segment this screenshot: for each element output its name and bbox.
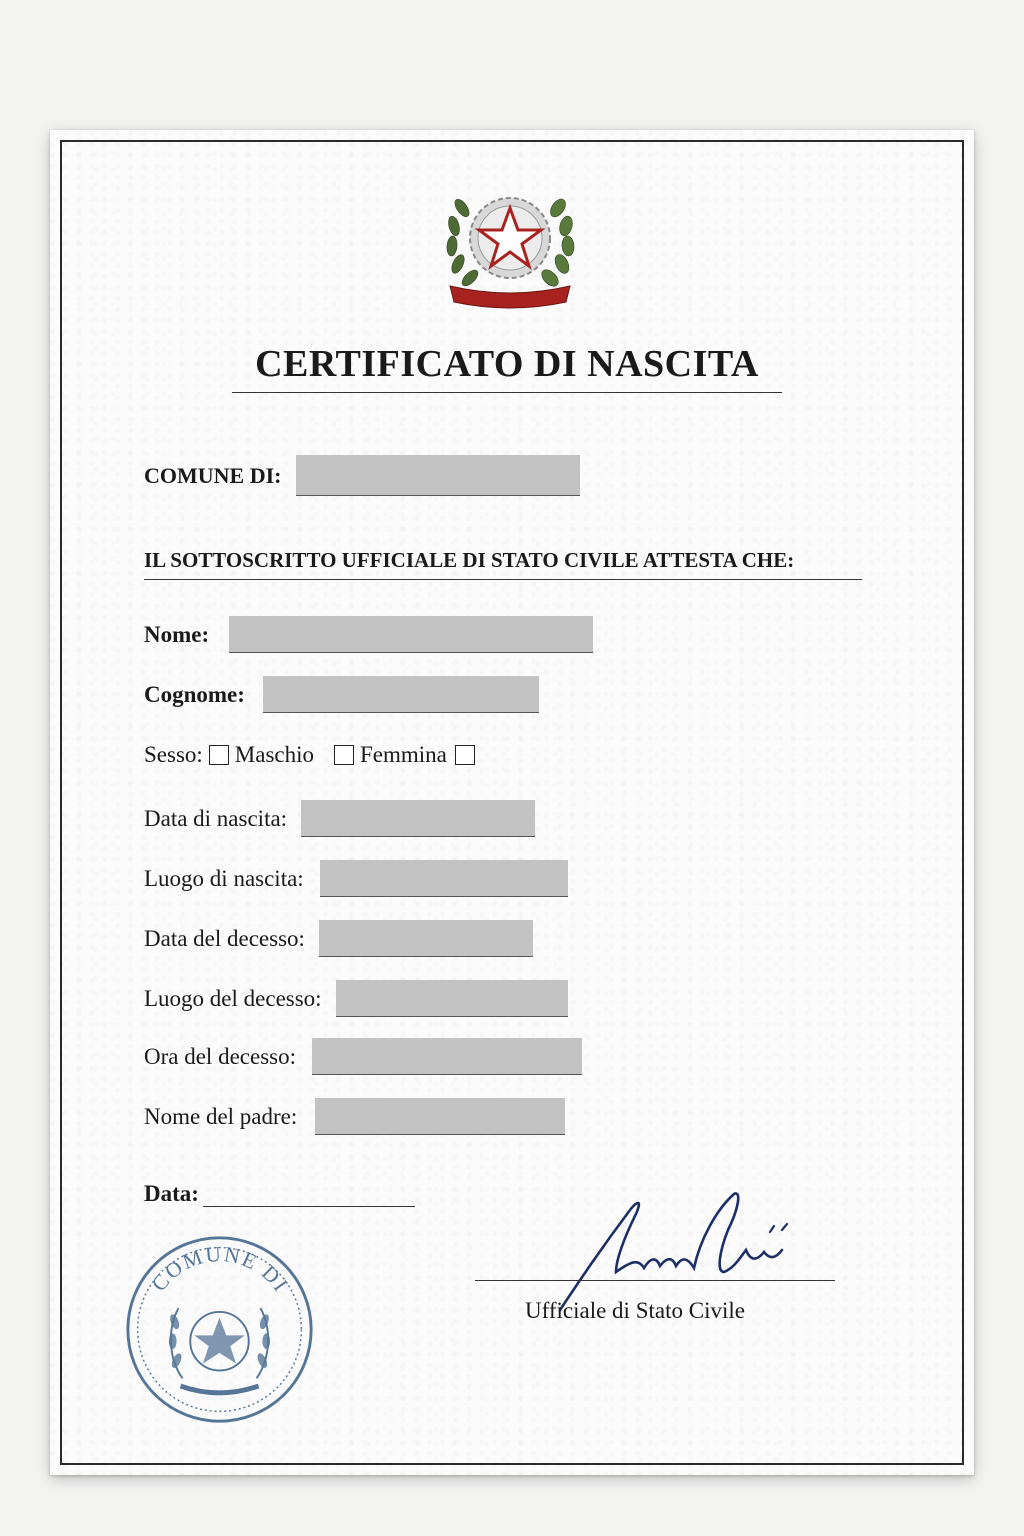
- signature-line: [475, 1280, 835, 1281]
- luogo-decesso-label: Luogo del decesso:: [144, 985, 322, 1011]
- data-nascita-redacted-field: [301, 800, 535, 837]
- nome-padre-row: [144, 1098, 565, 1135]
- nome-padre-redacted-field: [315, 1098, 565, 1135]
- ora-decesso-row: [144, 1038, 582, 1075]
- data-decesso-label: Data del decesso:: [144, 925, 305, 951]
- data-decesso-row: [144, 920, 533, 957]
- data-nascita-row: [144, 800, 535, 837]
- luogo-nascita-redacted-field: [320, 860, 568, 897]
- luogo-decesso-row: [144, 980, 568, 1017]
- municipal-stamp: [122, 1232, 317, 1427]
- luogo-decesso-redacted-field: [336, 980, 568, 1017]
- data-blank-line: [203, 1176, 415, 1207]
- maschio-label: Maschio: [234, 742, 315, 767]
- data-nascita-label: Data di nascita:: [144, 805, 288, 831]
- luogo-nascita-row: [144, 860, 568, 897]
- document-title: CERTIFICATO DI NASCITA: [232, 342, 782, 393]
- cognome-label: Cognome:: [144, 681, 245, 707]
- cognome-row: [144, 676, 539, 713]
- data-decesso-redacted-field: [319, 920, 533, 957]
- republic-emblem-icon: [440, 168, 580, 318]
- nome-padre-label: Nome del padre:: [144, 1103, 298, 1129]
- femmina-checkbox[interactable]: [455, 745, 475, 765]
- stamp-text: COMUNE DI: [146, 1241, 294, 1297]
- comune-row: [144, 455, 580, 496]
- comune-label: COMUNE DI:: [144, 462, 282, 488]
- sesso-row: [144, 742, 481, 768]
- nome-label: Nome:: [144, 621, 210, 647]
- comune-redacted-field: [296, 455, 580, 496]
- data-label: Data:: [144, 1181, 199, 1206]
- ora-decesso-redacted-field: [312, 1038, 582, 1075]
- sesso-label: Sesso:: [144, 742, 203, 767]
- data-row: [144, 1176, 415, 1207]
- nome-row: [144, 616, 593, 653]
- cognome-redacted-field: [263, 676, 539, 713]
- attestation-statement: IL SOTTOSCRITTO UFFICIALE DI STATO CIVILE ATTESTA CHE:: [144, 548, 862, 580]
- nome-redacted-field: [229, 616, 593, 653]
- sesso-blank-checkbox[interactable]: [209, 745, 229, 765]
- femmina-label: Femmina: [360, 742, 447, 767]
- signature-caption: Ufficiale di Stato Civile: [525, 1298, 745, 1323]
- ora-decesso-label: Ora del decesso:: [144, 1043, 296, 1069]
- svg-text:COMUNE DI: [147, 1242, 294, 1297]
- luogo-nascita-label: Luogo di nascita:: [144, 865, 304, 891]
- certificate-sheet: [50, 130, 974, 1475]
- maschio-checkbox[interactable]: [334, 745, 354, 765]
